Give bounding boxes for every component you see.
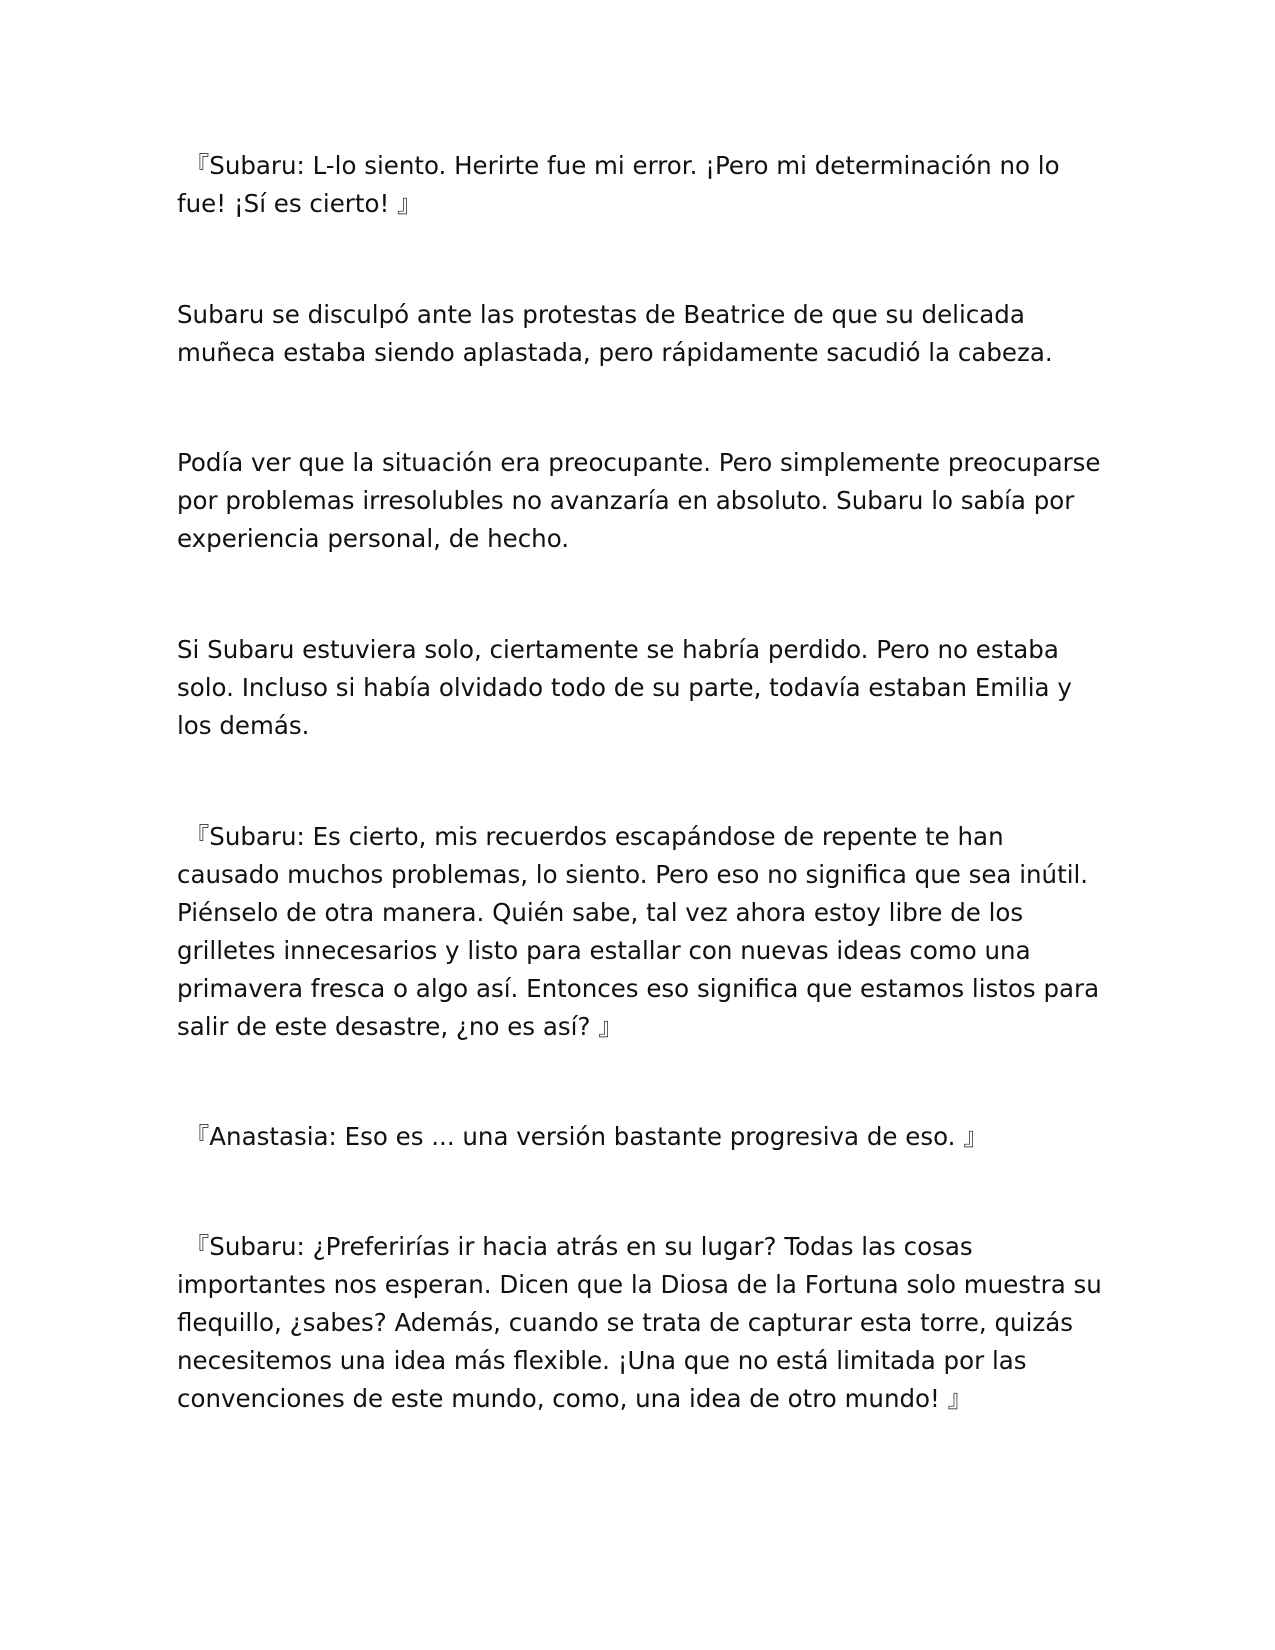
- dialogue-paragraph-5: 『Subaru: Es cierto, mis recuerdos escapándose de repente te han causado muchos problemas, lo siento. Pero eso no significa que sea inútil. Piénselo de otra manera. Quién sabe, tal vez ahora estoy libre de los grilletes innecesarios y listo para estallar con nuevas ideas como una primavera fresca o algo así. Entonces eso significa que estamos listos para salir de este desastre, ¿no es así? 』: [177, 822, 1100, 1041]
- dialogue-paragraph-6: 『Anastasia: Eso es ... una versión bastante progresiva de eso. 』: [177, 1122, 988, 1151]
- dialogue-paragraph-1: 『Subaru: L-lo siento. Herirte fue mi error. ¡Pero mi determinación no lo fue! ¡Sí es cierto! 』: [177, 151, 1060, 218]
- dialogue-paragraph-7: 『Subaru: ¿Preferirías ir hacia atrás en su lugar? Todas las cosas importantes nos esperan. Dicen que la Diosa de la Fortuna solo muestra su flequillo, ¿sabes? Además, cuando se trata de capturar esta torre, quizás necesitemos una idea más flexible. ¡Una que no está limitada por las convenciones de este mundo, como, una idea de otro mundo! 』: [177, 1232, 1102, 1413]
- narration-paragraph-2: Subaru se disculpó ante las protestas de Beatrice de que su delicada muñeca estaba siendo aplastada, pero rápidamente sacudió la cabeza.: [177, 300, 1053, 367]
- document-body: [177, 147, 1107, 1418]
- narration-paragraph-3: Podía ver que la situación era preocupante. Pero simplemente preocuparse por problemas irresolubles no avanzaría en absoluto. Subaru lo sabía por experiencia personal, de hecho.: [177, 448, 1101, 553]
- narration-paragraph-4: Si Subaru estuviera solo, ciertamente se habría perdido. Pero no estaba solo. Incluso si había olvidado todo de su parte, todavía estaban Emilia y los demás.: [177, 635, 1072, 740]
